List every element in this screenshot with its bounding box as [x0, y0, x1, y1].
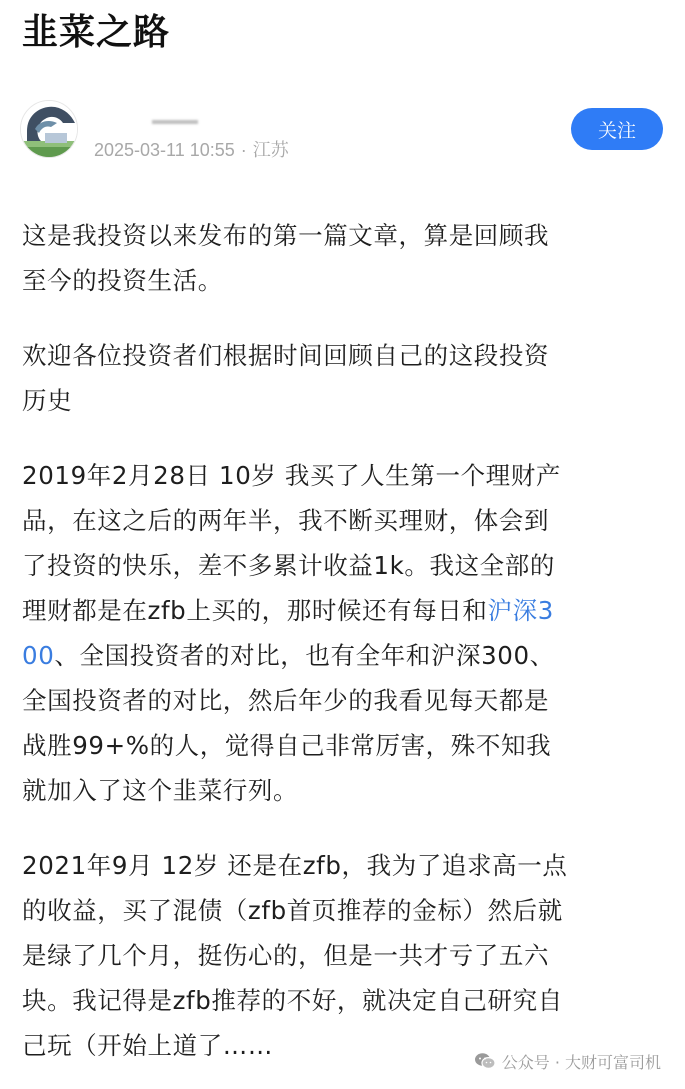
paragraph-line — [22, 378, 650, 423]
article-paragraph — [22, 213, 650, 303]
text-segment: 块。我记得是zfb推荐的不好，就决定自己研究自 — [22, 986, 563, 1015]
index-link[interactable]: 沪深3 — [487, 596, 554, 625]
author-row — [20, 100, 665, 160]
text-segment: 的收益，买了混债（zfb首页推荐的金标）然后就 — [22, 896, 563, 925]
watermark — [470, 1048, 661, 1074]
wechat-icon — [474, 1052, 496, 1070]
paragraph-line — [22, 888, 650, 933]
meta-separator: · — [240, 140, 247, 160]
post-timestamp: 2025-03-11 10:55 — [94, 140, 235, 160]
paragraph-line — [22, 258, 650, 303]
article-paragraph — [22, 843, 650, 1068]
paragraph-line — [22, 588, 650, 633]
text-segment: 战胜99+%的人，觉得自己非常厉害，殊不知我 — [22, 731, 552, 760]
paragraph-line — [22, 633, 650, 678]
paragraph-line — [22, 978, 650, 1023]
article-paragraph — [22, 333, 650, 423]
text-segment: 是绿了几个月，挺伤心的，但是一共才亏了五六 — [22, 941, 550, 970]
text-segment: 就加入了这个韭菜行列。 — [22, 776, 299, 805]
paragraph-line — [22, 768, 650, 813]
text-segment: 2021年9月 12岁 还是在zfb，我为了追求高一点 — [22, 851, 568, 880]
index-link[interactable]: 00 — [22, 641, 55, 670]
text-segment: 至今的投资生活。 — [22, 266, 223, 295]
text-segment: 了投资的快乐，差不多累计收益1k。我这全部的 — [22, 551, 555, 580]
paragraph-line — [22, 678, 650, 723]
avatar-image — [21, 101, 78, 158]
article-body — [22, 213, 650, 1089]
paragraph-line — [22, 498, 650, 543]
text-segment: 2019年2月28日 10岁 我买了人生第一个理财产 — [22, 461, 561, 490]
paragraph-line — [22, 213, 650, 258]
paragraph-line — [22, 333, 650, 378]
text-segment: 这是我投资以来发布的第一篇文章，算是回顾我 — [22, 221, 550, 250]
watermark-text: 公众号 · 大财可富司机 — [501, 1052, 661, 1072]
post-location: 江苏 — [252, 140, 289, 160]
avatar[interactable] — [20, 100, 78, 158]
paragraph-line — [22, 543, 650, 588]
text-segment: 理财都是在zfb上买的，那时候还有每日和 — [22, 596, 488, 625]
text-segment: 、全国投资者的对比，也有全年和沪深300、 — [54, 641, 555, 670]
text-segment: 己玩（开始上道了…… — [22, 1031, 273, 1060]
paragraph-line — [22, 453, 650, 498]
article-paragraph — [22, 453, 650, 813]
post-meta — [94, 136, 289, 162]
author-name[interactable] — [94, 108, 204, 128]
text-segment: 历史 — [22, 386, 73, 415]
text-segment: 品，在这之后的两年半，我不断买理财，体会到 — [22, 506, 550, 535]
paragraph-line — [22, 933, 650, 978]
paragraph-line — [22, 723, 650, 768]
follow-button[interactable]: 关注 — [571, 108, 663, 150]
text-segment: 全国投资者的对比，然后年少的我看见每天都是 — [22, 686, 550, 715]
paragraph-line — [22, 843, 650, 888]
article-title: 韭菜之路 — [22, 12, 171, 53]
text-segment: 欢迎各位投资者们根据时间回顾自己的这段投资 — [22, 341, 550, 370]
